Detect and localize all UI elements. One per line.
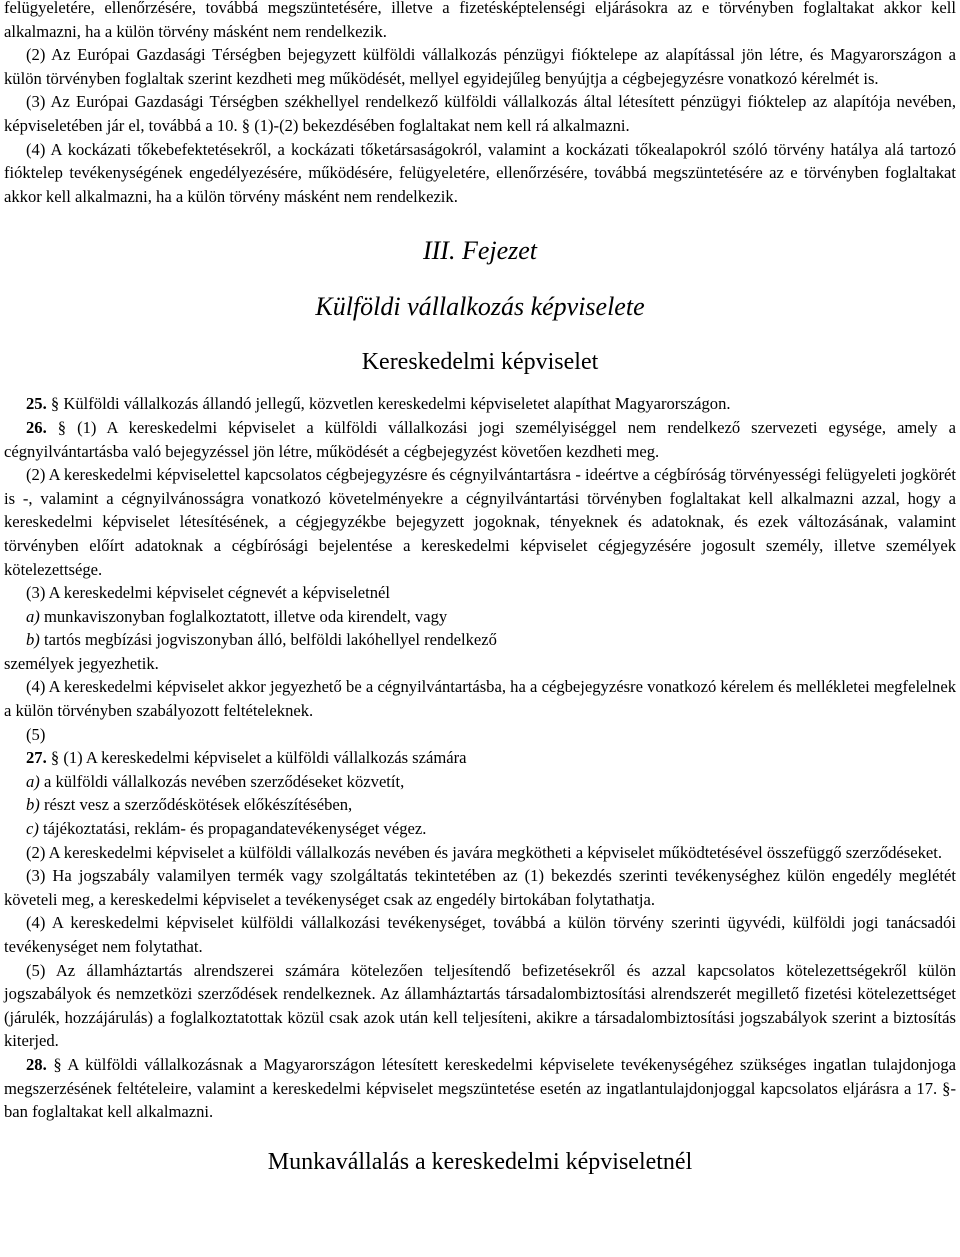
section-26-para-3-end: személyek jegyezhetik. [4,653,159,673]
section-26 [4,416,956,463]
section-26-para-4: (4) A kereskedelmi képviselet akkor jegyezhető be a cégnyilvántartásba, ha a cégbejegyzésre vonatkozó kérelem és mellékletei megfelelnek a külön törvényben szabályozott feltételeknek. [4,677,956,721]
section-25 [4,392,956,416]
section-number: 27. [26,748,47,768]
paragraph-continued: felügyeletére, ellenőrzésére, továbbá megszüntetésére, illetve a fizetésképtelenségi eljárásokra az e törvényben foglaltakat akkor kell alkalmazni, ha a külön törvény másként nem rendelkezik. [4,0,956,41]
list-text: a külföldi vállalkozás nevében szerződéseket közvetít, [39,771,405,791]
section-subtitle: Kereskedelmi képviselet [361,349,599,376]
list-marker: b) [26,795,40,815]
paragraph-3: (3) Az Európai Gazdasági Térségben székhellyel rendelkező külföldi vállalkozás által létesített pénzügyi fióktelep az alapítója nevében, képviseletében jár el, továbbá a 10. § (1)-(2) bekezdésében foglaltakat nem kell rá alkalmazni. [4,92,956,135]
section-number: 26. [26,417,47,437]
list-text: részt vesz a szerződéskötések előkészítésében, [39,795,353,815]
section-text: § (1) A kereskedelmi képviselet a külföldi vállalkozás számára [50,748,467,768]
list-marker: a) [26,606,40,626]
section-text: § (1) A kereskedelmi képviselet a külföldi vállalkozási jogi személyiséggel nem rendelkező szervezeti egysége, amely a cégnyilvántartásba való bejegyzéssel jön létre, működését a cégbejegyzést követően kezdheti meg. [4,417,956,461]
section-26-para-5: (5) [26,724,46,744]
section-text: § Külföldi vállalkozás állandó jellegű, közvetlen kereskedelmi képviseletet alapíthat Magyarországon. [50,394,731,414]
list-marker: a) [26,771,40,791]
section-27-para-5: (5) Az államháztartás alrendszerei számára kötelezően teljesítendő befizetésekről és azzal kapcsolatos kötelezettségekről külön jogszabályok és nemzetközi szerződések rendelkeznek. Az államháztartás társadalombiztosítási alrendszerét megillető fizetési kötelezettséget (járulék, hozzájárulás) a foglalkoztatottak közül csak azok után kell teljesíteni, akikre a társadalombiztosítási jogszabályok szerint a biztosítás kiterjed. [4,960,956,1051]
section-27-para-3: (3) Ha jogszabály valamilyen termék vagy szolgáltatás tekintetében az (1) bekezdés szerinti tevékenységhez külön engedély meglétét követeli meg, a kereskedelmi képviselet a tevékenységet csak az engedély birtokában folytathatja. [4,866,956,909]
list-item-b [4,628,956,652]
section-26-para-2: (2) A kereskedelmi képviselettel kapcsolatos cégbejegyzésre és cégnyilvántartásra - ideértve a cégbíróság törvényességi felügyeleti jogkörét is -, valamint a cégnyilvánosságra vonatkozó követelményekre a cégnyilvántartási törvényben foglaltakat kell alkalmazni azzal, hogy a kereskedelmi képviselet létesítésének, a cégjegyzékbe bejegyzett jogoknak, tényeknek és adatoknak, és ezek változásának, valamint törvényben előírt adatoknak a cégbírósági bejelentése a kereskedelmi képviselet cégjegyzésére jogosult személy, illetve személyek kötelezettsége. [4,465,956,579]
paragraph-2: (2) Az Európai Gazdasági Térségben bejegyzett külföldi vállalkozás pénzügyi fióktelepe az alapítással jön létre, és Magyarországon a külön törvényben foglaltak szerint kezdheti meg működését, mellyel egyidejűleg benyújtja a cégbejegyzésre vonatkozó kérelmét is. [4,45,956,88]
list-item-a [4,770,956,794]
section-27 [4,746,956,770]
chapter-title: Külföldi vállalkozás képviselete [315,292,645,322]
section-number: 25. [26,394,47,414]
list-text: munkaviszonyban foglalkoztatott, illetve oda kirendelt, vagy [39,606,448,626]
chapter-number: III. Fejezet [422,236,538,266]
section-27-para-4: (4) A kereskedelmi képviselet külföldi vállalkozási tevékenységet, továbbá a külön törvény szerinti ügyvédi, külföldi jogi tanácsadói tevékenységet nem folytathat. [4,913,956,956]
list-marker: b) [26,630,40,650]
bottom-heading: Munkavállalás a kereskedelmi képviseletnél [267,1148,693,1175]
list-item-b [4,793,956,817]
section-text: § A külföldi vállalkozásnak a Magyarországon létesített kereskedelmi képviselete tevékenységéhez szükséges ingatlan tulajdonjoga megszerzésének feltételeire, valamint a kereskedelmi képviselet megszüntetése esetén az ingatlantulajdonjoggal kapcsolatos eljárásra a 17. §-ban foglaltakat kell alkalmazni. [4,1054,956,1122]
section-27-para-2: (2) A kereskedelmi képviselet a külföldi vállalkozás nevében és javára megkötheti a képviselet működtetésével összefüggő szerződéseket. [26,842,943,862]
list-text: tájékoztatási, reklám- és propagandatevékenységet végez. [38,819,427,839]
section-26-para-3: (3) A kereskedelmi képviselet cégnevét a képviseletnél [26,583,391,603]
paragraph-4: (4) A kockázati tőkebefektetésekről, a kockázati tőketársaságokról, valamint a kockázati tőkealapokról szóló törvény hatálya alá tartozó fióktelep tevékenységének engedélyezésére, működésére, felügyeletére, ellenőrzésére, továbbá megszüntetésére az e törvényben foglaltakat akkor kell alkalmazni, ha a külön törvény másként nem rendelkezik. [4,139,956,206]
list-item-a [4,605,956,629]
list-text: tartós megbízási jogviszonyban álló, belföldi lakóhellyel rendelkező [39,630,497,650]
section-number: 28. [26,1054,47,1074]
list-marker: c) [26,819,39,839]
section-28 [4,1053,956,1124]
list-item-c [4,817,956,841]
